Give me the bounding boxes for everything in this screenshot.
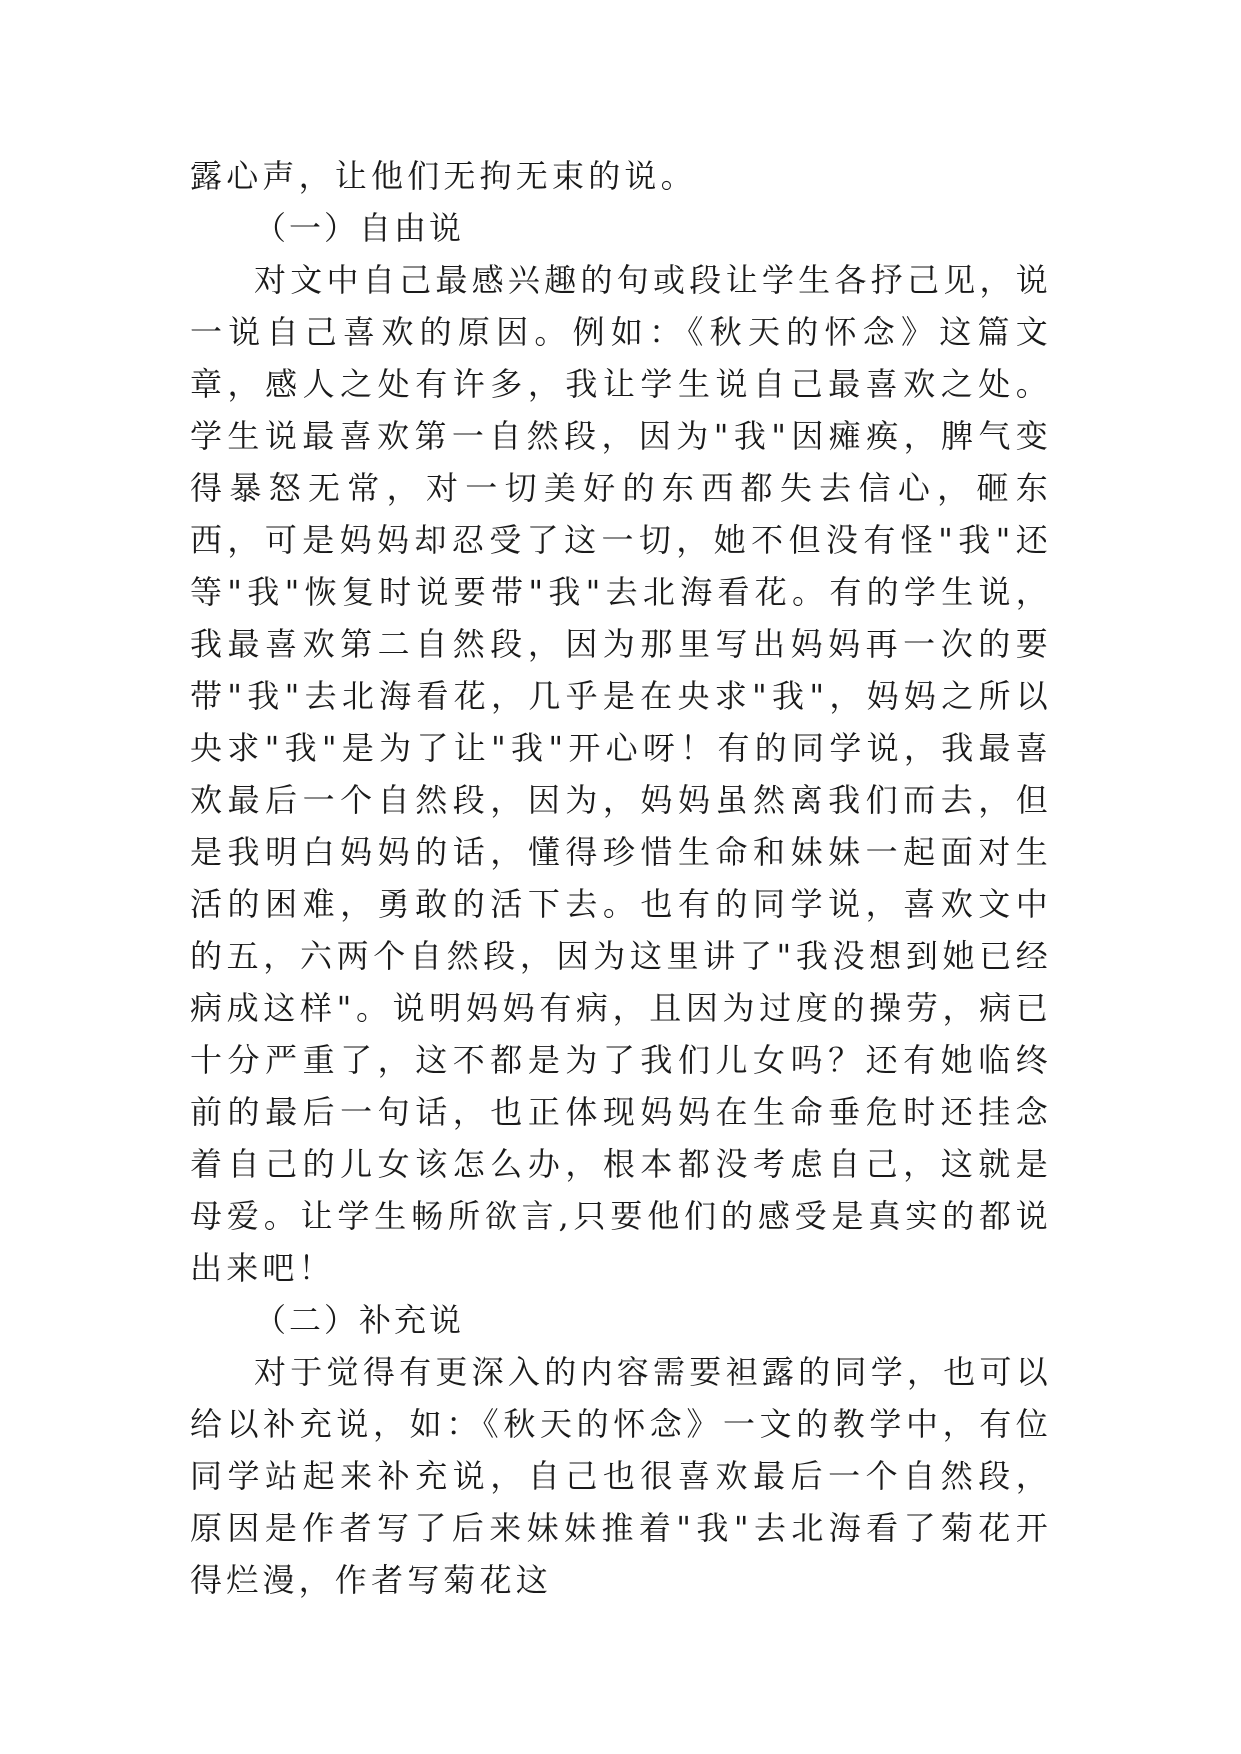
paragraph-continuation: 露心声，让他们无拘无束的说。 xyxy=(190,157,697,195)
paragraph-supplementary-talk: 对于觉得有更深入的内容需要袒露的同学，也可以给以补充说，如：《秋天的怀念》一文的教学中，有位同学站起来补充说，自己也很喜欢最后一个自然段，原因是作者写了后来妹妹推着"我"去北海看了菊花开得烂漫，作者写菊花这 xyxy=(190,1353,1052,1599)
document-body xyxy=(190,150,1052,1606)
section-heading-free-talk: （一）自由说 xyxy=(254,209,465,247)
section-heading-supplementary-talk: （二）补充说 xyxy=(254,1301,465,1339)
paragraph-free-talk: 对文中自己最感兴趣的句或段让学生各抒己见，说一说自己喜欢的原因。例如：《秋天的怀念》这篇文章，感人之处有许多，我让学生说自己最喜欢之处。学生说最喜欢第一自然段，因为"我"因瘫痪，脾气变得暴怒无常，对一切美好的东西都失去信心，砸东西，可是妈妈却忍受了这一切，她不但没有怪"我"还等"我"恢复时说要带"我"去北海看花。有的学生说，我最喜欢第二自然段，因为那里写出妈妈再一次的要带"我"去北海看花，几乎是在央求"我"，妈妈之所以央求"我"是为了让"我"开心呀！有的同学说，我最喜欢最后一个自然段，因为，妈妈虽然离我们而去，但是我明白妈妈的话，懂得珍惜生命和妹妹一起面对生活的困难，勇敢的活下去。也有的同学说，喜欢文中的五，六两个自然段，因为这里讲了"我没想到她已经病成这样"。说明妈妈有病，且因为过度的操劳，病已十分严重了，这不都是为了我们儿女吗？还有她临终前的最后一句话，也正体现妈妈在生命垂危时还挂念着自己的儿女该怎么办，根本都没考虑自己，这就是母爱。让学生畅所欲言,只要他们的感受是真实的都说出来吧！ xyxy=(190,261,1052,1287)
